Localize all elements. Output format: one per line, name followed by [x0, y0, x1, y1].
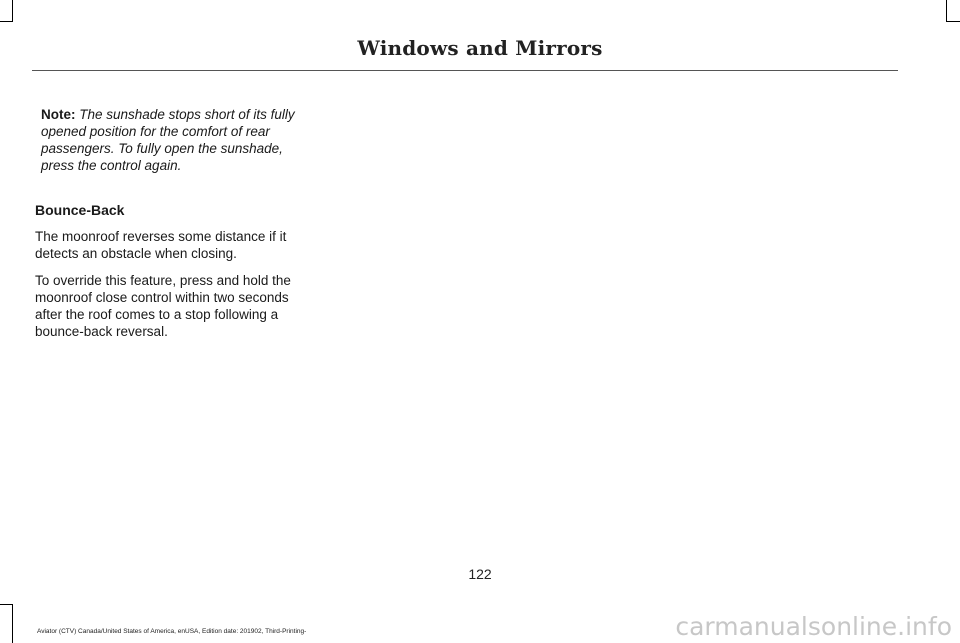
crop-mark-top-right-horizontal: [946, 21, 960, 22]
edition-footer: Aviator (CTV) Canada/United States of America, enUSA, Edition date: 201902, Third-Printing-: [37, 628, 307, 635]
crop-mark-top-right-vertical: [946, 0, 947, 22]
paragraph: The moonroof reverses some distance if it detects an obstacle when closing.: [35, 229, 287, 261]
header-rule: [32, 70, 898, 71]
note-block: [41, 106, 305, 174]
page-title: Windows and Mirrors: [357, 36, 603, 60]
crop-mark-top-left-horizontal: [0, 21, 13, 22]
watermark: carmanualsonline.info: [675, 612, 952, 641]
note-label: Note:: [41, 107, 76, 122]
note-text: The sunshade stops short of its fully opened position for the comfort of rear passengers. To fully open the sunshade, press the control again.: [41, 107, 295, 173]
crop-mark-bottom-left-horizontal: [0, 604, 13, 605]
page-number: 122: [468, 566, 492, 582]
section-heading: Bounce-Back: [35, 202, 125, 218]
paragraph: To override this feature, press and hold the moonroof close control within two seconds after the roof comes to a stop following a bounce-back reversal.: [35, 273, 291, 339]
crop-mark-bottom-left-vertical: [12, 604, 13, 643]
crop-mark-top-left-vertical: [12, 0, 13, 22]
page-content: [35, 106, 307, 350]
